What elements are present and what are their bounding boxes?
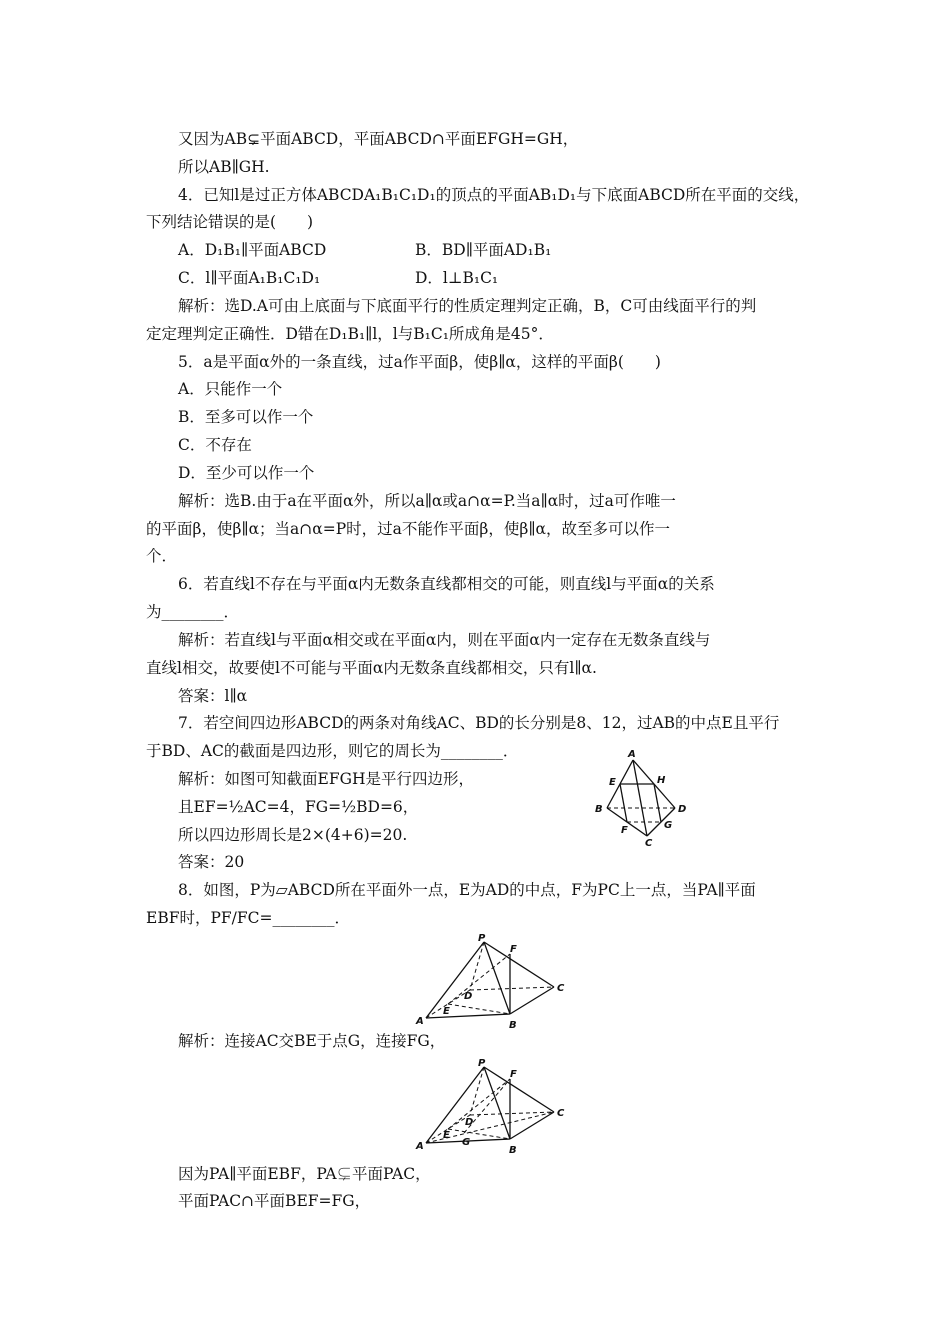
pyramid-figure — [412, 932, 572, 1032]
vertex-label: E — [443, 1006, 450, 1017]
question-4-stem: 4．已知l是过正方体ABCDA₁B₁C₁D₁的顶点的平面AB₁D₁与下底面ABCD所在平面的交线， — [178, 186, 810, 204]
question-8-stem: 8．如图，P为▱ABCD所在平面外一点，E为AD的中点，F为PC上一点，当PA∥平面 — [178, 881, 756, 899]
question-5-stem: 5．a是平面α外的一条直线，过a作平面β，使β∥α，这样的平面β( ) — [178, 353, 661, 371]
text-line: 下列结论错误的是( ) — [146, 213, 314, 231]
solution-text: 解析：选B.由于a在平面α外，所以a∥α或a∩α=P.当a∥α时，过a可作唯一 — [178, 492, 676, 510]
text-line: 因为PA∥平面EBF，PA⊊平面PAC， — [178, 1165, 431, 1183]
answer-text: 答案：l∥α — [178, 687, 248, 705]
option-c: C．不存在 — [178, 436, 252, 454]
vertex-label: H — [657, 775, 666, 786]
option-c: C．l∥平面A₁B₁C₁D₁ — [178, 269, 321, 287]
vertex-label: G — [664, 820, 673, 831]
text-line: 又因为AB⊊平面ABCD，平面ABCD∩平面EFGH=GH， — [178, 130, 579, 148]
solution-text: 解析：连接AC交BE于点G，连接FG， — [178, 1032, 446, 1050]
text-line: 所以AB∥GH. — [178, 158, 270, 176]
text-line: 个． — [146, 547, 178, 565]
option-a: A．D₁B₁∥平面ABCD — [178, 241, 327, 259]
text-line: 直线l相交，故要使l不可能与平面α内无数条直线都相交，只有l∥α. — [146, 659, 597, 677]
tetrahedron-figure — [585, 748, 695, 848]
vertex-label: D — [465, 1117, 474, 1128]
vertex-label: D — [464, 991, 473, 1002]
solution-text: 解析：选D.A可由上底面与下底面平行的性质定理判定正确，B，C可由线面平行的判 — [178, 297, 757, 315]
vertex-label: P — [478, 933, 486, 944]
vertex-label: B — [509, 1020, 517, 1031]
question-7-stem: 7．若空间四边形ABCD的两条对角线AC、BD的长分别是8、12，过AB的中点E且平行 — [178, 714, 780, 732]
vertex-label: A — [416, 1016, 424, 1027]
text-line: 定定理判定正确性．D错在D₁B₁∥l，l与B₁C₁所成角是45°． — [146, 325, 554, 343]
vertex-label: C — [645, 838, 653, 849]
option-d: D．l⊥B₁C₁ — [415, 269, 499, 287]
vertex-label: B — [595, 804, 603, 815]
vertex-label: E — [443, 1130, 450, 1141]
option-a: A．只能作一个 — [178, 380, 283, 398]
vertex-label: E — [609, 777, 616, 788]
text-line: 所以四边形周长是2×(4+6)=20. — [178, 826, 408, 844]
question-6-stem: 6．若直线l不存在与平面α内无数条直线都相交的可能，则直线l与平面α的关系 — [178, 575, 715, 593]
vertex-label: P — [478, 1058, 486, 1069]
vertex-label: C — [557, 983, 565, 994]
answer-text: 答案：20 — [178, 853, 245, 871]
option-b: B．BD∥平面AD₁B₁ — [415, 241, 552, 259]
vertex-label: F — [510, 944, 517, 955]
vertex-label: G — [462, 1137, 471, 1148]
text-line: EBF时，PF/FC=________． — [146, 909, 350, 927]
text-line: 平面PAC∩平面BEF=FG， — [178, 1192, 371, 1210]
option-b: B．至多可以作一个 — [178, 408, 314, 426]
text-line: 为________． — [146, 603, 240, 621]
vertex-label: F — [510, 1069, 517, 1080]
solution-text: 解析：如图可知截面EFGH是平行四边形， — [178, 770, 474, 788]
text-line: 的平面β，使β∥α；当a∩α=P时，过a不能作平面β，使β∥α，故至多可以作一 — [146, 520, 670, 538]
text-line: 且EF=½AC=4，FG=½BD=6， — [178, 798, 419, 816]
pyramid-figure-with-g — [412, 1057, 572, 1157]
solution-text: 解析：若直线l与平面α相交或在平面α内，则在平面α内一定存在无数条直线与 — [178, 631, 711, 649]
option-d: D．至少可以作一个 — [178, 464, 315, 482]
vertex-label: A — [416, 1141, 424, 1152]
vertex-label: A — [628, 749, 636, 760]
vertex-label: D — [678, 804, 687, 815]
vertex-label: F — [621, 825, 628, 836]
vertex-label: B — [509, 1145, 517, 1156]
vertex-label: C — [557, 1108, 565, 1119]
text-line: 于BD、AC的截面是四边形，则它的周长为________． — [146, 742, 519, 760]
